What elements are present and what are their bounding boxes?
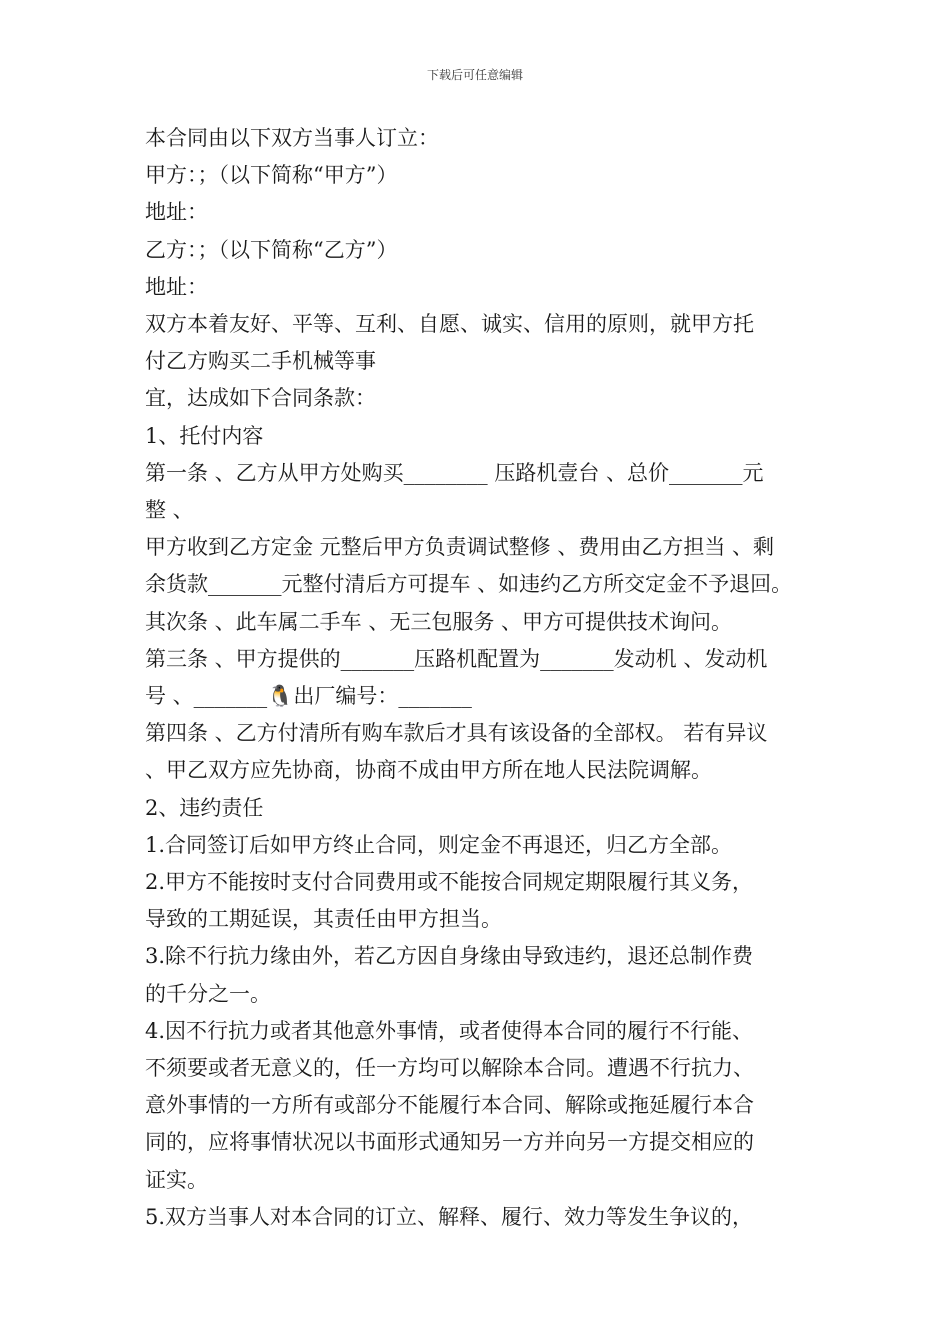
clause-line: 意外事情的一方所有或部分不能履行本合同、解除或拖延履行本合 <box>145 1093 754 1118</box>
clause-line: 同的，应将事情状况以书面形式通知另一方并向另一方提交相应的 <box>145 1130 754 1155</box>
article-line: 整 、 <box>145 498 194 523</box>
clause-line: 证实。 <box>145 1167 208 1192</box>
clause-line: 5.双方当事人对本合同的订立、解释、履行、效力等发生争议的， <box>145 1204 754 1229</box>
clause-line: 导致的工期延误，其责任由甲方担当。 <box>145 907 502 932</box>
article-line: 号 、_______🐧出厂编号：_______ <box>145 684 472 709</box>
section-heading: 1、托付内容 <box>145 423 264 448</box>
article-line: 甲方收到乙方定金 元整后甲方负责调试整修 、费用由乙方担当 、剩 <box>145 535 775 560</box>
principle-line: 宜，达成如下合同条款： <box>145 386 376 411</box>
clause-line: 的千分之一。 <box>145 981 271 1006</box>
party-a-line: 甲方：；（以下简称“甲方”） <box>145 163 398 188</box>
article-line: 第三条 、甲方提供的_______压路机配置为_______发动机 、发动机 <box>145 646 768 671</box>
section-heading: 2、违约责任 <box>145 795 264 820</box>
clause-line: 不须要或者无意义的，任一方均可以解除本合同。遭遇不行抗力、 <box>145 1056 754 1081</box>
article-line: 第四条 、乙方付清所有购车款后才具有该设备的全部权。 若有异议 <box>145 721 768 746</box>
clause-line: 3.除不行抗力缘由外，若乙方因自身缘由导致违约，退还总制作费 <box>145 944 754 969</box>
article-line: 余货款_______元整付清后方可提车 、如违约乙方所交定金不予退回。 <box>145 572 793 597</box>
clause-line: 2.甲方不能按时支付合同费用或不能按合同规定期限履行其义务， <box>145 870 754 895</box>
clause-line: 4.因不行抗力或者其他意外事情，或者使得本合同的履行不行能、 <box>145 1018 754 1043</box>
page-header: 下载后可任意编辑 <box>426 68 523 82</box>
party-a-address: 地址： <box>145 200 208 225</box>
article-line: 、甲乙双方应先协商，协商不成由甲方所在地人民法院调解。 <box>145 758 712 783</box>
article-line: 第一条 、乙方从甲方处购买________ 压路机壹台 、总价_______元 <box>145 460 764 485</box>
party-b-address: 地址： <box>145 274 208 299</box>
party-b-line: 乙方：；（以下简称“乙方”） <box>145 237 398 262</box>
principle-line: 双方本着友好、平等、互利、自愿、诚实、信用的原则，就甲方托 <box>145 312 754 337</box>
principle-line: 付乙方购买二手机械等事 <box>145 349 376 374</box>
clause-line: 1.合同签订后如甲方终止合同，则定金不再退还，归乙方全部。 <box>145 832 733 857</box>
intro-line: 本合同由以下双方当事人订立： <box>145 126 439 150</box>
document-body <box>145 120 820 1236</box>
article-line: 其次条 、此车属二手车 、无三包服务 、甲方可提供技术询问。 <box>145 609 733 634</box>
